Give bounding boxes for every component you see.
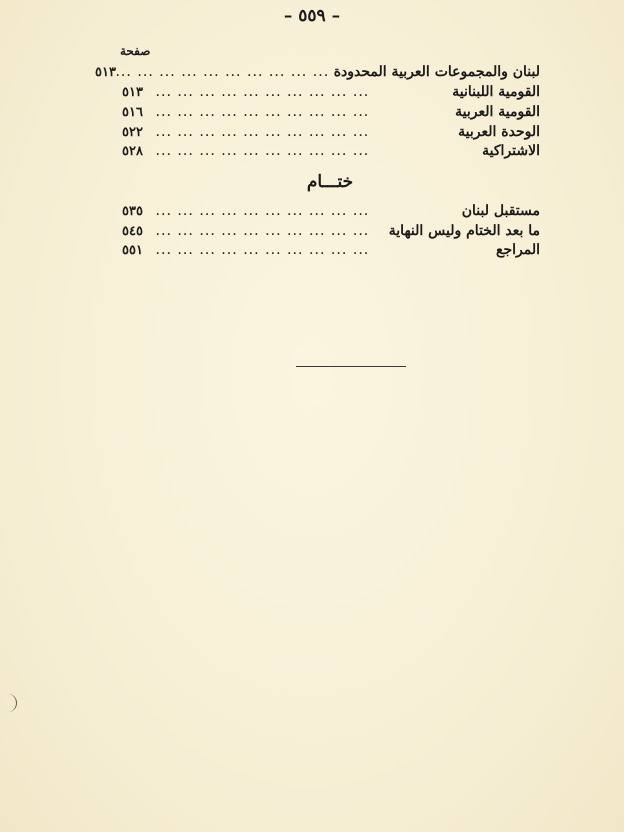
toc-entry xyxy=(122,203,540,223)
end-rule-divider xyxy=(296,366,406,367)
toc-entry-title: القومية اللبنانية xyxy=(452,84,540,100)
toc-entry-title: القومية العربية xyxy=(455,104,540,120)
toc-entry-page: ٥٢٢ xyxy=(122,125,143,140)
page-number: – ٥٥٩ – xyxy=(283,6,341,26)
toc-leader-dots: ... ... ... ... ... ... ... ... ... ... xyxy=(156,207,370,218)
toc-entry xyxy=(122,223,540,243)
toc-entry-title: لبنان والمجموعات العربية المحدودة xyxy=(333,64,540,80)
toc-entry xyxy=(122,84,540,104)
toc-entry-title: مستقبل لبنان xyxy=(461,203,540,219)
toc-entry xyxy=(122,124,540,144)
toc-leader-dots: ... ... ... ... ... ... ... ... ... ... xyxy=(115,68,330,79)
toc-entry-page: ٥١٣ xyxy=(122,85,143,100)
toc-entry-page: ٥٣٥ xyxy=(122,204,143,219)
toc-leader-dots: ... ... ... ... ... ... ... ... ... ... xyxy=(156,88,370,99)
section-heading: ختـــام xyxy=(306,172,354,192)
toc-entry-page: ٥٢٨ xyxy=(122,144,143,159)
toc-entry-page: ٥١٦ xyxy=(122,105,143,120)
page-column-header: صفحة xyxy=(120,44,151,58)
toc-entry-title: ما بعد الختام وليس النهاية xyxy=(388,223,540,239)
margin-bracket-mark xyxy=(4,694,17,712)
toc-entry xyxy=(122,242,540,262)
toc-entry-page: ٥٥١ xyxy=(122,243,143,258)
toc-leader-dots: ... ... ... ... ... ... ... ... ... ... xyxy=(156,227,370,238)
toc-entry-page: ٥١٣ xyxy=(94,65,116,80)
toc-entry-title: الاشتراكية xyxy=(482,143,540,159)
toc-leader-dots: ... ... ... ... ... ... ... ... ... ... xyxy=(156,128,370,139)
toc-entry xyxy=(94,64,540,84)
toc-entry xyxy=(122,104,540,124)
toc-entry-page: ٥٤٥ xyxy=(122,224,143,239)
toc-leader-dots: ... ... ... ... ... ... ... ... ... ... xyxy=(156,147,370,158)
toc-entry xyxy=(122,143,540,163)
toc-leader-dots: ... ... ... ... ... ... ... ... ... ... xyxy=(156,246,370,257)
toc-leader-dots: ... ... ... ... ... ... ... ... ... ... xyxy=(156,108,370,119)
toc-entry-title: الوحدة العربية xyxy=(458,124,540,140)
toc-entry-title: المراجع xyxy=(496,242,540,258)
